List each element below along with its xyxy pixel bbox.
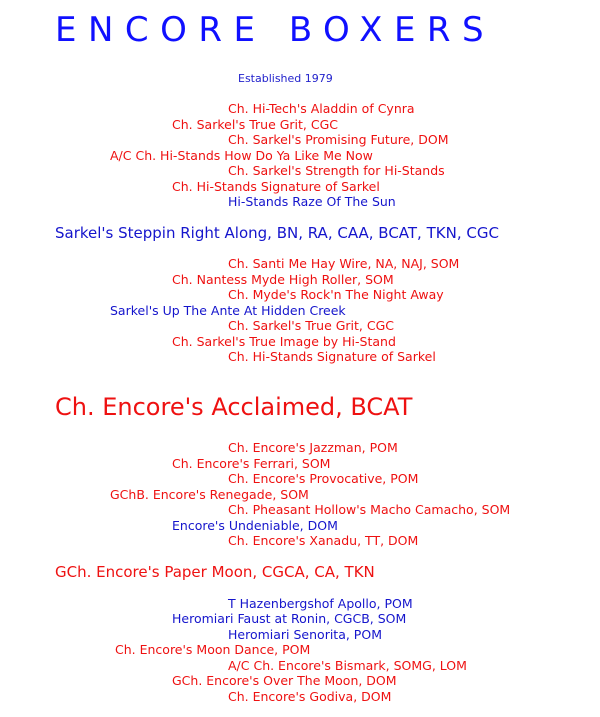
pedigree-line: A/C Ch. Encore's Bismark, SOMG, LOM [228,658,467,673]
pedigree-line: Ch. Sarkel's True Grit, CGC [228,318,395,333]
pedigree-line: Ch. Encore's Provocative, POM [228,471,419,486]
pedigree-line: Ch. Encore's Xanadu, TT, DOM [228,533,419,548]
pedigree-line: Ch. Nantess Myde High Roller, SOM [172,272,394,287]
pedigree-line: Hi-Stands Raze Of The Sun [228,194,396,209]
pedigree-line: Ch. Santi Me Hay Wire, NA, NAJ, SOM [228,256,460,271]
pedigree-line: Ch. Hi-Stands Signature of Sarkel [172,179,380,194]
established-label: Established 1979 [238,72,333,85]
pedigree-line: GCh. Encore's Over The Moon, DOM [172,673,397,688]
pedigree-line: Heromiari Senorita, POM [228,627,382,642]
pedigree-line: Ch. Sarkel's True Grit, CGC [172,117,339,132]
pedigree-line: Ch. Encore's Moon Dance, POM [115,642,311,657]
pedigree-line: Encore's Undeniable, DOM [172,518,338,533]
pedigree-line: Ch. Encore's Godiva, DOM [228,689,392,704]
featured-dog-name: Ch. Encore's Acclaimed, BCAT [55,393,413,421]
pedigree-line: Ch. Encore's Jazzman, POM [228,440,398,455]
sire-name: Sarkel's Steppin Right Along, BN, RA, CAA, BCAT, TKN, CGC [55,224,499,242]
dam-name: GCh. Encore's Paper Moon, CGCA, CA, TKN [55,563,375,581]
pedigree-line: Ch. Pheasant Hollow's Macho Camacho, SOM [228,502,511,517]
pedigree-line: Sarkel's Up The Ante At Hidden Creek [110,303,346,318]
pedigree-line: Heromiari Faust at Ronin, CGCB, SOM [172,611,407,626]
pedigree-line: Ch. Sarkel's True Image by Hi-Stand [172,334,396,349]
pedigree-line: A/C Ch. Hi-Stands How Do Ya Like Me Now [110,148,373,163]
pedigree-line: GChB. Encore's Renegade, SOM [110,487,309,502]
pedigree-line: Ch. Hi-Tech's Aladdin of Cynra [228,101,415,116]
pedigree-line: Ch. Sarkel's Strength for Hi-Stands [228,163,445,178]
pedigree-line: Ch. Sarkel's Promising Future, DOM [228,132,449,147]
pedigree-line: Ch. Encore's Ferrari, SOM [172,456,331,471]
pedigree-line: Ch. Hi-Stands Signature of Sarkel [228,349,436,364]
pedigree-line: T Hazenbergshof Apollo, POM [228,596,413,611]
pedigree-line: Ch. Myde's Rock'n The Night Away [228,287,444,302]
site-title: ENCORE BOXERS [55,10,496,50]
